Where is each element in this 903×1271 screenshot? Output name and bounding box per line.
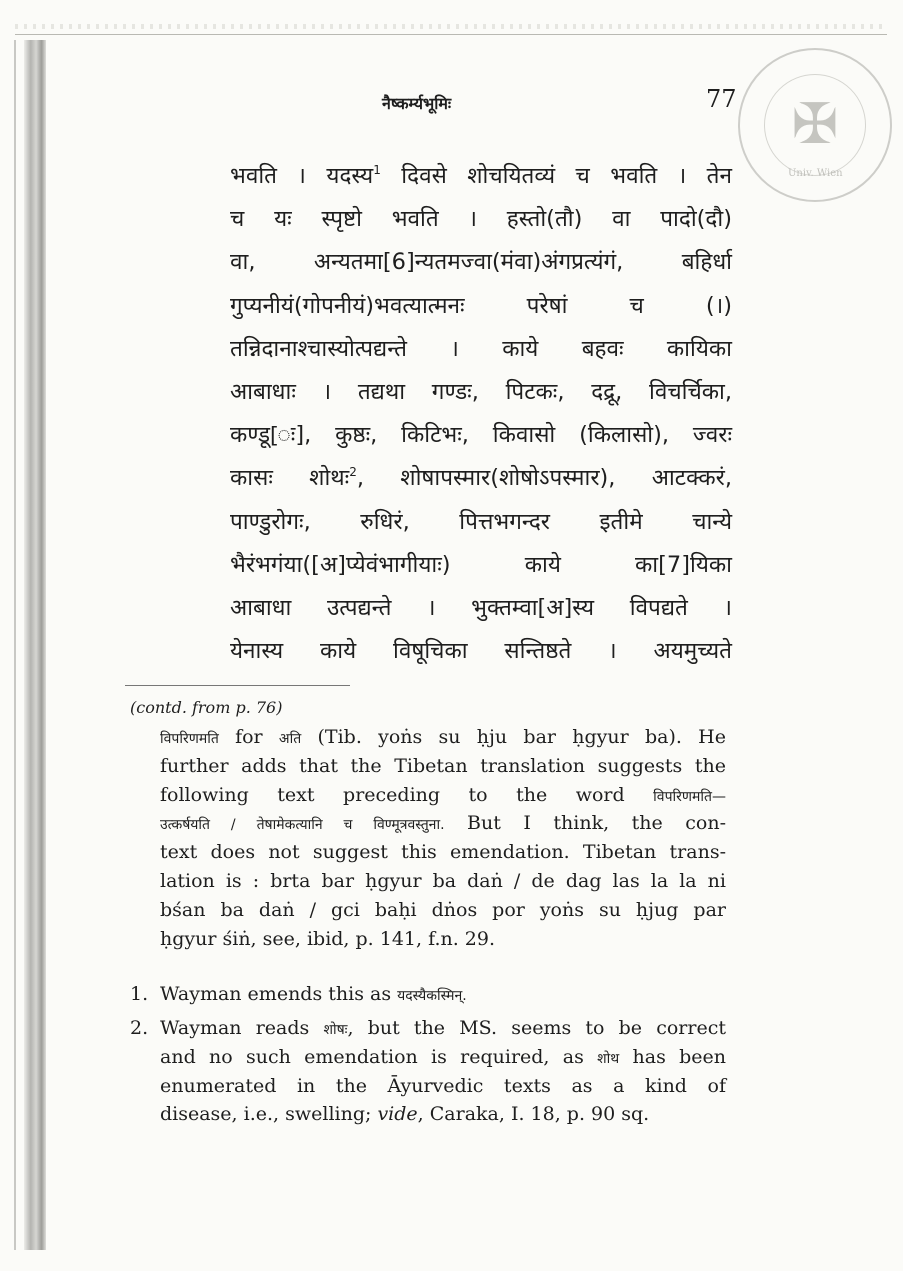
binding-edge xyxy=(14,40,16,1250)
footnote-2 xyxy=(160,1014,726,1129)
footnote-line: ḥgyur śiṅ, see, ibid, p. 141, f.n. 29. xyxy=(160,927,496,950)
sanskrit-line: भवति । यदस्य$^1$ दिवसे शोचयितव्यं च भवति । तेन xyxy=(230,163,732,189)
footnote-marker: 2 xyxy=(349,465,357,480)
sanskrit-line: च यः स्पृष्टो भवति । हस्तो(तौ) वा पादो(दौ) xyxy=(230,206,732,233)
sanskrit-line: भैरंभगंया([अ]प्येवंभागीयाः) काये का[7]यिका xyxy=(230,551,732,578)
page-edge-speckle xyxy=(15,24,885,29)
sanskrit-line: पाण्डुरोगः, रुधिरं, पित्तभगन्दर इतीमे चान्ये xyxy=(230,508,732,535)
page-top-edge xyxy=(15,34,887,35)
footnote-text: Wayman emends this as xyxy=(160,983,398,1005)
footnote-line: disease, i.e., swelling; vide, Caraka, I. 18, p. 90 sq. xyxy=(160,1103,650,1126)
footnote-number: 2. xyxy=(130,1017,149,1039)
binding-shadow xyxy=(24,40,46,1250)
sanskrit-line: कासः शोथः$^2$, शोषापस्मार(शोषोऽपस्मार), आटक्करं, xyxy=(230,465,732,492)
footnote-line: and no such emendation is required, as शोथ has been xyxy=(160,1045,726,1068)
sanskrit-line: आबाधा उत्पद्यन्ते । भुक्तम्वा[अ]स्य विपद्यते । xyxy=(230,594,732,621)
eagle-emblem-icon: ✠ xyxy=(791,92,839,157)
footnote-line: following text preceding to the word विपरिणमति— xyxy=(160,783,726,806)
continued-note-heading: (contd. from p. 76) xyxy=(130,698,283,717)
footnote-line: उत्कर्षयति / तेषामेकत्यानि च विण्मूत्रवस्तुना. But I think, the con- xyxy=(160,812,726,835)
running-head: नैष्कर्म्यभूमिः xyxy=(382,94,452,113)
footnote-line: lation is : brta bar ḥgyur ba daṅ / de dag las la la ni xyxy=(160,869,726,892)
sanskrit-line: वा, अन्यतमा[6]न्यतमज्वा(मंवा)अंगप्रत्यंगं, बहिर्धा xyxy=(230,249,732,276)
sanskrit-line: कण्डू[ः], कुष्ठः, किटिभः, किवासो (किलासो), ज्वरः xyxy=(230,422,732,449)
footnote-line: text does not suggest this emendation. Tibetan trans- xyxy=(160,841,726,864)
sanskrit-line: गुप्यनीयं(गोपनीयं)भवत्यात्मनः परेषां च (।) xyxy=(230,292,732,319)
sanskrit-text xyxy=(230,158,732,676)
footnote-2-number xyxy=(130,1014,160,1043)
footnote-marker: 1 xyxy=(373,163,381,177)
footnote-number: 1. xyxy=(130,983,149,1005)
library-stamp xyxy=(738,48,892,202)
footnote-line: further adds that the Tibetan translation suggests the xyxy=(160,754,726,777)
footnote-devanagari: यदस्यैकस्मिन्. xyxy=(397,988,467,1004)
footnote-line: विपरिणमति for अति (Tib. yoṅs su ḥju bar ḥgyur ba). He xyxy=(160,726,726,748)
footnote-rule xyxy=(125,685,350,686)
footnote-line: enumerated in the Āyurvedic texts as a kind of xyxy=(160,1074,726,1097)
footnote-line: bśan ba daṅ / gci baḥi dṅos por yoṅs su ḥjug par xyxy=(160,898,726,921)
footnote-line: Wayman reads शोषः, but the MS. seems to be correct xyxy=(160,1017,726,1039)
sanskrit-line: तन्निदानाश्चास्योत्पद्यन्ते । काये बहवः कायिका xyxy=(230,335,732,362)
continued-footnote xyxy=(160,723,726,953)
page-number: 77 xyxy=(706,85,737,113)
footnote-1 xyxy=(130,980,467,1011)
sanskrit-line: येनास्य काये विषूचिका सन्तिष्ठते । अयमुच्यते xyxy=(230,638,732,665)
sanskrit-line: आबाधाः । तद्यथा गण्डः, पिटकः, दद्रू, विचर्चिका, xyxy=(230,378,732,405)
stamp-text: Univ. Wien xyxy=(788,168,843,179)
